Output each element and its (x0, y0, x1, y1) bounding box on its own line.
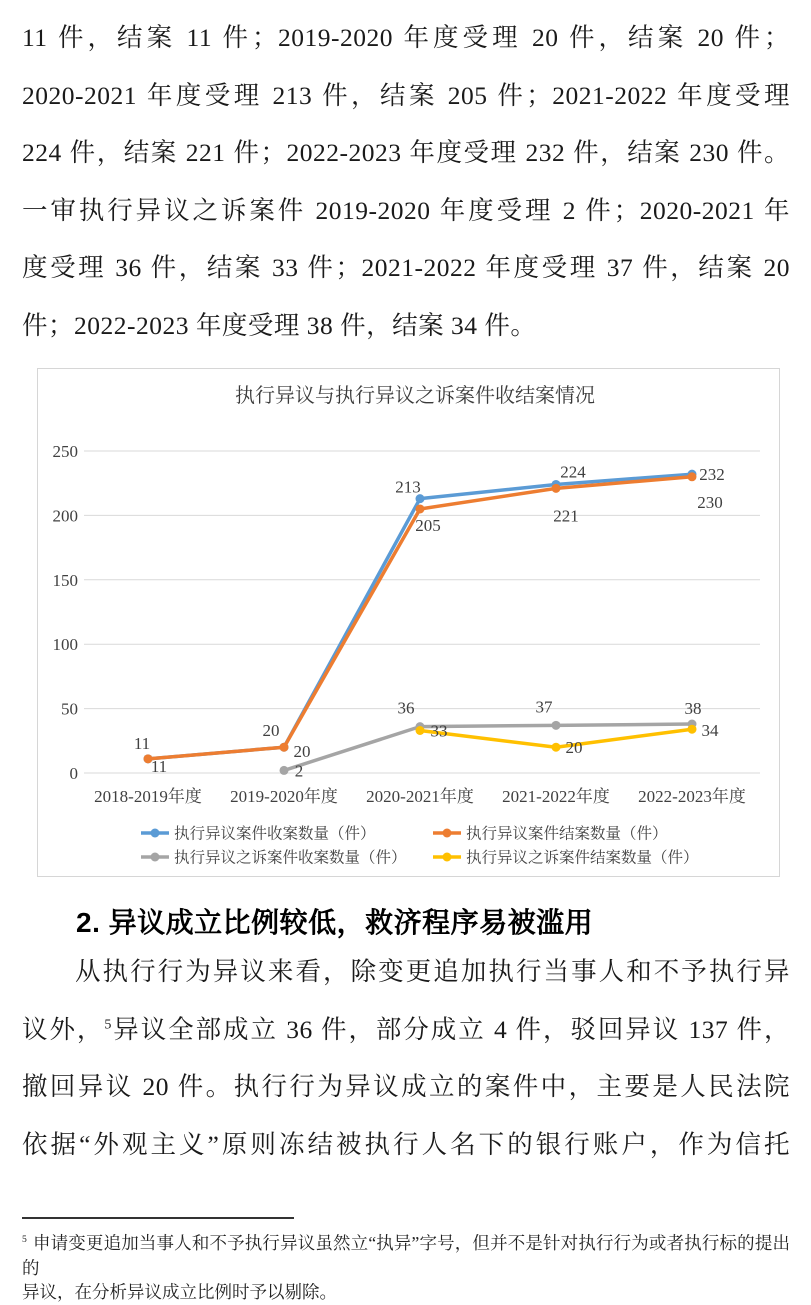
data-point (688, 472, 697, 481)
data-label: 11 (133, 733, 151, 753)
x-tick-label: 2020-2021年度 (366, 787, 474, 806)
data-point (552, 484, 561, 493)
legend-label: 执行异议案件收案数量（件） (174, 825, 376, 843)
data-point (688, 725, 697, 734)
legend-marker-dot (443, 853, 452, 862)
footnote-line: 异议，在分析异议成立比例时予以剔除。 (22, 1282, 337, 1302)
y-tick-label: 150 (52, 570, 78, 590)
data-label: 20 (293, 742, 311, 762)
data-label: 36 (397, 698, 415, 718)
footnote (22, 1231, 790, 1305)
y-tick-label: 100 (52, 635, 78, 655)
data-point (280, 766, 289, 775)
x-tick-label: 2022-2023年度 (638, 787, 746, 806)
data-point (280, 743, 289, 752)
body-paragraph (22, 943, 790, 1173)
footnote-marker: 5 (22, 1234, 27, 1246)
execution-objection-line-chart (38, 369, 779, 876)
data-point (552, 721, 561, 730)
data-label: 34 (701, 721, 719, 741)
data-point (416, 726, 425, 735)
footnote-divider (22, 1217, 294, 1219)
data-label: 224 (560, 462, 586, 482)
data-label: 230 (697, 492, 723, 512)
text-segment: 议外， (22, 1014, 105, 1044)
section-heading: 2. 异议成立比例较低，救济程序易被滥用 (76, 907, 594, 938)
text-line: 224 件，结案 221 件；2022-2023 年度受理 232 件，结案 230 件。 (22, 138, 790, 167)
text-line: 2020-2021 年度受理 213 件，结案 205 件；2021-2022 年度受理 (22, 80, 790, 110)
data-label: 221 (553, 506, 579, 526)
data-label: 205 (415, 515, 441, 535)
legend-label: 执行异议之诉案件收案数量（件） (174, 849, 407, 867)
text-line: 件；2022-2023 年度受理 38 件，结案 34 件。 (22, 310, 537, 340)
text-line: 度受理 36 件，结案 33 件；2021-2022 年度受理 37 件，结案 20 (22, 253, 790, 282)
data-point (552, 743, 561, 752)
legend-marker-dot (151, 829, 160, 838)
data-label: 20 (262, 721, 280, 741)
text-segment: 异议全部成立 36 件，部分成立 4 件，驳回异议 137 件， (111, 1014, 790, 1044)
text-line: 依据“外观主义”原则冻结被执行人名下的银行账户，作为信托 (22, 1129, 790, 1159)
legend-marker-dot (151, 853, 160, 862)
data-label: 20 (565, 738, 583, 758)
text-line (22, 1001, 790, 1059)
text-line: 从执行行为异议来看，除变更追加执行当事人和不予执行异 (75, 957, 790, 986)
legend-label: 执行异议案件结案数量（件） (466, 825, 668, 843)
text-line: 11 件，结案 11 件；2019-2020 年度受理 20 件，结案 20 件； (22, 23, 790, 52)
text-line: 一审执行异议之诉案件 2019-2020 年度受理 2 件；2020-2021 年 (22, 195, 790, 225)
y-tick-label: 200 (52, 506, 78, 526)
x-tick-label: 2018-2019年度 (94, 787, 202, 806)
data-point (416, 504, 425, 513)
text-segment: 申请变更追加当事人和不予执行异议虽然立“执异”字号，但并不是针对执行行为或者执行标的提出的 (22, 1233, 790, 1278)
y-tick-label: 250 (52, 442, 78, 461)
data-label: 37 (535, 697, 553, 717)
data-label: 232 (699, 465, 725, 485)
data-label: 38 (684, 699, 702, 719)
chart-figure (37, 368, 780, 877)
data-label: 33 (430, 721, 448, 741)
text-line: 撤回异议 20 件。执行行为异议成立的案件中，主要是人民法院 (22, 1072, 790, 1101)
chart-title: 执行异议与执行异议之诉案件收结案情况 (235, 385, 595, 407)
x-tick-label: 2021-2022年度 (502, 787, 610, 806)
series-line-2 (284, 724, 692, 770)
data-label: 2 (294, 761, 304, 781)
y-tick-label: 50 (61, 699, 78, 719)
data-label: 11 (150, 756, 168, 776)
legend-marker-dot (443, 829, 452, 838)
data-label: 213 (395, 477, 421, 497)
footnote-line (22, 1231, 790, 1280)
intro-paragraph (22, 9, 790, 354)
y-tick-label: 0 (69, 764, 78, 783)
legend-label: 执行异议之诉案件结案数量（件） (466, 849, 699, 867)
footnote-ref: 5 (104, 1017, 112, 1032)
x-tick-label: 2019-2020年度 (230, 787, 338, 806)
